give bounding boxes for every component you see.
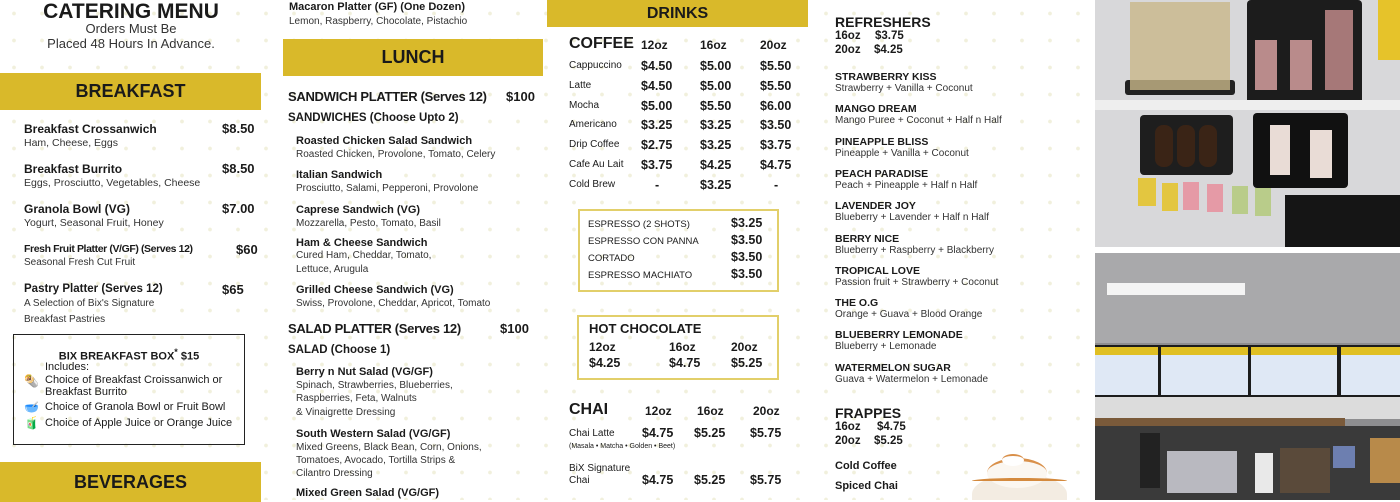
- sandwich-name: Italian Sandwich: [296, 169, 383, 181]
- item-price: $60: [236, 242, 258, 257]
- chai-name: Chai Latte: [569, 428, 615, 439]
- salad-choose-label: SALAD (Choose 1): [288, 344, 391, 356]
- item-desc: Seasonal Fresh Cut Fruit: [24, 257, 136, 268]
- price: $3.25: [641, 118, 673, 133]
- coffee-name: Latte: [569, 79, 592, 91]
- item-price: $7.00: [222, 201, 255, 216]
- item-price: $8.50: [222, 161, 255, 176]
- price: $4.75: [642, 473, 674, 487]
- price: $3.75: [875, 30, 904, 42]
- bowl-icon: 🥣: [24, 400, 39, 414]
- menu-title: CATERING MENU: [43, 0, 219, 23]
- item-desc: Yogurt, Seasonal Fruit, Honey: [24, 217, 164, 229]
- price: $4.75: [877, 421, 906, 433]
- refresher-name: PEACH PARADISE: [835, 167, 929, 180]
- size-label: 16oz: [835, 30, 861, 42]
- salad-desc: Tomatoes, Avocado, Tortilla Strips &: [296, 455, 456, 466]
- refresher-name: MANGO DREAM: [835, 103, 917, 116]
- price: -: [774, 177, 779, 192]
- frappe-item: Cold Coffee: [835, 460, 897, 472]
- price: $4.25: [700, 158, 732, 172]
- order-notice-line2: Placed 48 Hours In Advance.: [47, 36, 215, 51]
- refresher-name: BLUEBERRY LEMONADE: [835, 329, 963, 342]
- item-desc: Eggs, Prosciutto, Vegetables, Cheese: [24, 177, 201, 189]
- coffee-name: Cafe Au Lait: [569, 159, 624, 170]
- price: $3.75: [641, 158, 673, 172]
- cafe-counter-menu-boards-photo: [1095, 253, 1400, 500]
- size-header: 16oz: [700, 38, 727, 52]
- pastry-display-case-photo: [1095, 0, 1400, 247]
- price: $5.25: [874, 435, 903, 447]
- item-desc: Breakfast Pastries: [24, 314, 106, 325]
- drinks-heading: DRINKS: [646, 4, 709, 22]
- sandwich-desc: Mozzarella, Pesto, Tomato, Basil: [296, 218, 441, 229]
- box-line: Breakfast Burrito: [45, 386, 127, 398]
- salad-desc: Spinach, Strawberries, Blueberries,: [296, 380, 453, 391]
- sandwich-desc: Swiss, Provolone, Cheddar, Apricot, Tomato: [296, 298, 491, 309]
- price: $5.25: [694, 426, 726, 440]
- item-name: Granola Bowl (VG): [24, 202, 131, 216]
- refresher-desc: Pineapple + Vanilla + Coconut: [835, 147, 969, 159]
- refresher-desc: Passion fruit + Strawberry + Coconut: [835, 276, 999, 288]
- sandwich-desc: Cured Ham, Cheddar, Tomato,: [296, 250, 432, 261]
- size-header: 20oz: [753, 404, 780, 418]
- refresher-desc: Mango Puree + Coconut + Half n Half: [835, 115, 1002, 127]
- refresher-name: TROPICAL LOVE: [835, 264, 920, 277]
- box-price: $15: [180, 350, 200, 363]
- price: $4.75: [669, 356, 701, 370]
- size-header: 16oz: [669, 340, 696, 354]
- sandwich-platter-price: $100: [506, 89, 535, 104]
- price: $3.25: [700, 177, 732, 192]
- price: $3.25: [700, 138, 732, 153]
- item-name: Fresh Fruit Platter (V/GF) (Serves 12): [24, 243, 193, 255]
- size-label: 16oz: [835, 421, 861, 433]
- lunch-banner: [283, 39, 543, 76]
- coffee-name: Cappuccino: [569, 60, 622, 71]
- salad-name: South Western Salad (VG/GF): [296, 428, 451, 440]
- espresso-name: CORTADO: [588, 253, 635, 264]
- sandwich-desc: Lettuce, Arugula: [296, 264, 369, 275]
- beverages-heading: BEVERAGES: [73, 471, 188, 492]
- price: $5.75: [750, 473, 782, 487]
- chai-name: Chai: [569, 475, 590, 486]
- burrito-icon: 🌯: [24, 374, 39, 388]
- sandwich-choose-label: SANDWICHES (Choose Upto 2): [288, 112, 459, 124]
- chai-name: BiX Signature: [569, 463, 631, 474]
- refreshers-heading: REFRESHERS: [835, 14, 931, 30]
- coffee-name: Drip Coffee: [569, 139, 620, 151]
- size-header: 16oz: [697, 404, 724, 418]
- salad-platter-price: $100: [500, 321, 529, 336]
- refresher-name: STRAWBERRY KISS: [835, 71, 937, 83]
- sandwich-name: Roasted Chicken Salad Sandwich: [296, 135, 473, 147]
- refresher-desc: Peach + Pineapple + Half n Half: [835, 179, 978, 191]
- price: $4.25: [589, 356, 621, 370]
- price: $5.50: [700, 98, 732, 113]
- price: $5.25: [694, 473, 726, 487]
- price: -: [655, 177, 660, 192]
- beverages-banner: [0, 462, 261, 502]
- salad-name: Mixed Green Salad (VG/GF): [296, 487, 440, 499]
- refresher-name: PINEAPPLE BLISS: [835, 135, 929, 148]
- refresher-desc: Blueberry + Raspberry + Blackberry: [835, 244, 994, 256]
- price: $3.25: [731, 216, 763, 230]
- price: $4.50: [641, 59, 673, 73]
- price: $3.25: [700, 118, 732, 133]
- macaron-name: Macaron Platter (GF) (One Dozen): [289, 1, 466, 13]
- box-includes-label: Includes:: [45, 361, 90, 373]
- item-desc: Ham, Cheese, Eggs: [24, 137, 118, 149]
- salad-name: Berry n Nut Salad (VG/GF): [296, 366, 433, 378]
- size-header: 12oz: [589, 340, 616, 354]
- price: $4.50: [641, 78, 673, 93]
- size-header: 20oz: [731, 340, 758, 354]
- coffee-name: Americano: [569, 119, 617, 131]
- espresso-name: ESPRESSO MACHIATO: [588, 270, 693, 281]
- refresher-desc: Blueberry + Lavender + Half n Half: [835, 212, 989, 224]
- price: $4.25: [874, 44, 903, 56]
- breakfast-box-panel: [13, 334, 245, 445]
- hot-chocolate-heading: HOT CHOCOLATE: [589, 321, 702, 336]
- price: $2.75: [641, 138, 673, 153]
- sandwich-desc: Prosciutto, Salami, Pepperoni, Provolone: [296, 183, 479, 194]
- frappe-item: Spiced Chai: [835, 480, 898, 492]
- espresso-name: ESPRESSO CON PANNA: [588, 236, 699, 247]
- price: $3.50: [731, 250, 763, 264]
- price: $3.50: [731, 233, 763, 247]
- price: $5.00: [641, 98, 673, 113]
- price: $4.75: [642, 426, 674, 440]
- price: $5.75: [750, 426, 782, 440]
- refresher-desc: Guava + Watermelon + Lemonade: [835, 373, 989, 385]
- price: $3.50: [760, 118, 792, 133]
- item-name: Breakfast Crossanwich: [24, 122, 157, 136]
- drinks-banner: [547, 0, 808, 27]
- breakfast-heading: BREAKFAST: [75, 81, 186, 101]
- refresher-name: BERRY NICE: [835, 232, 900, 245]
- box-line: Choice of Breakfast Croissanwich or: [45, 374, 223, 386]
- price: $3.50: [731, 267, 763, 281]
- breakfast-banner: [0, 73, 261, 110]
- price: $5.50: [760, 59, 792, 73]
- lunch-heading: LUNCH: [381, 47, 445, 67]
- box-asterisk: *: [174, 347, 178, 357]
- juice-icon: 🧃: [24, 416, 39, 430]
- price: $5.00: [700, 78, 732, 93]
- macaron-desc: Lemon, Raspberry, Chocolate, Pistachio: [289, 16, 468, 27]
- size-label: 20oz: [835, 44, 861, 56]
- size-header: 20oz: [760, 38, 787, 52]
- item-name: Breakfast Burrito: [24, 162, 123, 176]
- salad-desc: Mixed Greens, Black Bean, Corn, Onions,: [296, 442, 482, 453]
- item-desc: A Selection of Bix's Signature: [24, 298, 155, 309]
- salad-platter-name: SALAD PLATTER (Serves 12): [288, 321, 461, 336]
- price: $6.00: [760, 98, 792, 113]
- refresher-desc: Strawberry + Vanilla + Coconut: [835, 83, 973, 94]
- box-title: BIX BREAKFAST BOX: [58, 350, 175, 363]
- item-price: $65: [222, 282, 244, 297]
- size-header: 12oz: [641, 38, 668, 52]
- salad-desc: Cilantro Dressing: [296, 468, 373, 479]
- salad-desc: & Vinaigrette Dressing: [296, 407, 396, 418]
- refresher-name: LAVENDER JOY: [835, 200, 916, 213]
- chai-heading: CHAI: [569, 401, 609, 418]
- size-header: 12oz: [645, 404, 672, 418]
- coffee-heading: COFFEE: [569, 35, 634, 52]
- chai-flavors: (Masala • Matcha • Golden • Beet): [569, 443, 676, 450]
- coffee-name: Cold Brew: [569, 178, 616, 190]
- coffee-name: Mocha: [569, 99, 600, 111]
- size-label: 20oz: [835, 435, 861, 447]
- sandwich-name: Grilled Cheese Sandwich (VG): [296, 284, 454, 296]
- box-line: Choice of Granola Bowl or Fruit Bowl: [45, 401, 226, 413]
- salad-desc: Raspberries, Feta, Walnuts: [296, 393, 417, 404]
- order-notice-line1: Orders Must Be: [85, 21, 177, 36]
- box-line: Choice of Apple Juice or Orange Juice: [45, 417, 233, 429]
- price: $5.00: [700, 59, 732, 73]
- item-price: $8.50: [222, 121, 255, 136]
- price: $4.75: [760, 158, 792, 172]
- price: $5.25: [731, 356, 763, 370]
- item-name: Pastry Platter (Serves 12): [24, 283, 163, 295]
- sandwich-name: Caprese Sandwich (VG): [296, 204, 421, 216]
- espresso-name: ESPRESSO (2 SHOTS): [588, 219, 690, 230]
- frappes-heading: FRAPPES: [835, 405, 902, 421]
- refresher-desc: Blueberry + Lemonade: [835, 341, 937, 353]
- sandwich-platter-name: SANDWICH PLATTER (Serves 12): [288, 89, 487, 104]
- frappe-image: [952, 452, 1082, 500]
- refresher-name: WATERMELON SUGAR: [835, 361, 951, 374]
- price: $5.50: [760, 78, 792, 93]
- refresher-name: THE O.G: [835, 297, 879, 310]
- refresher-desc: Orange + Guava + Blood Orange: [835, 309, 983, 321]
- price: $3.75: [760, 138, 792, 153]
- sandwich-desc: Roasted Chicken, Provolone, Tomato, Celery: [296, 149, 496, 160]
- sandwich-name: Ham & Cheese Sandwich: [296, 237, 428, 249]
